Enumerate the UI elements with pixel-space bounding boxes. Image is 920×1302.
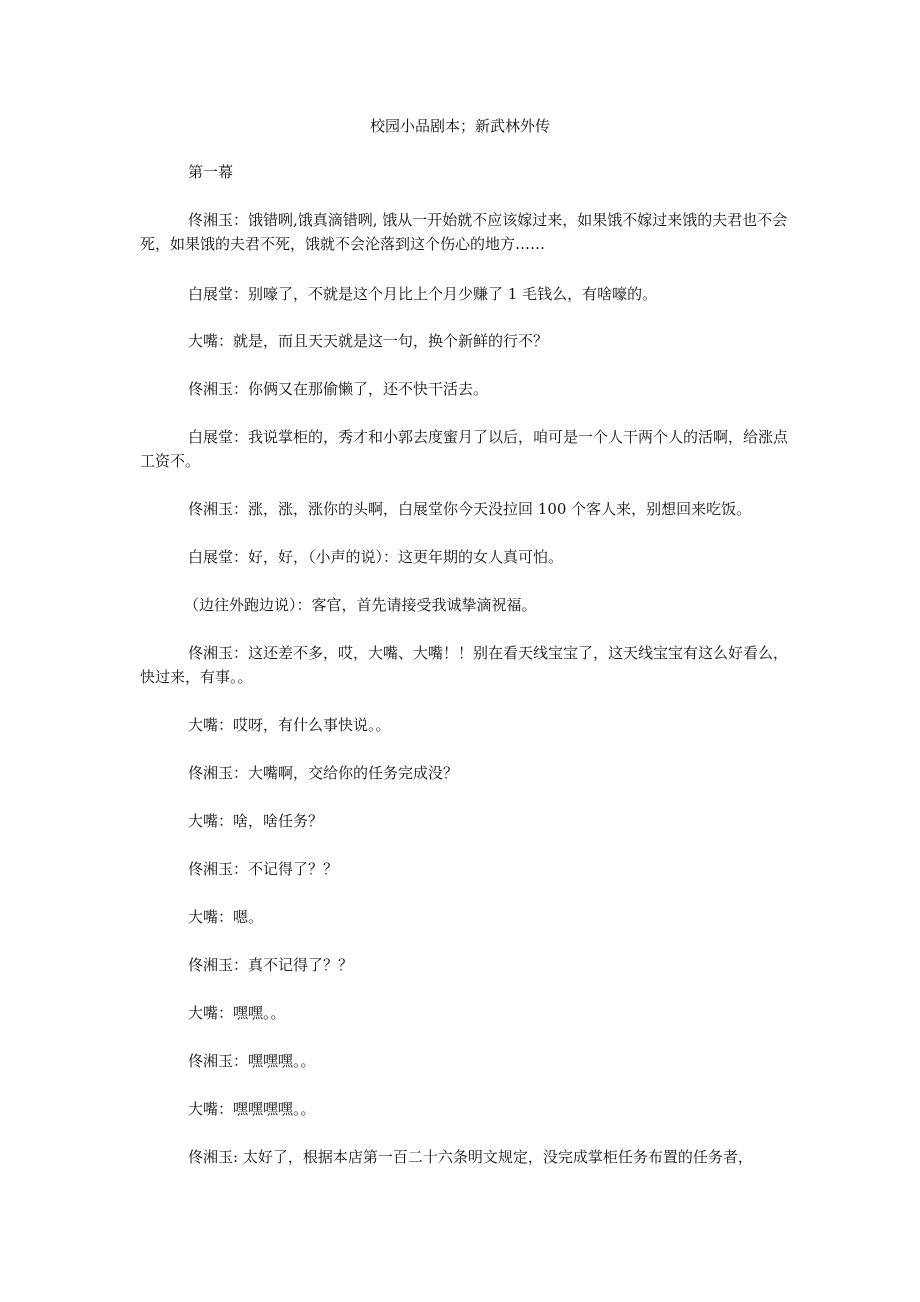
dialogue-paragraph: 大嘴：就是，而且天天就是这一句，换个新鲜的行不？: [188, 332, 549, 350]
dialogue-paragraph: 佟湘玉：大嘴啊，交给你的任务完成没？: [188, 764, 459, 782]
dialogue-paragraph: 大嘴：啥，啥任务？: [188, 812, 324, 830]
dialogue-paragraph: 大嘴：嘿嘿。。: [188, 1004, 286, 1022]
dialogue-paragraph: 佟湘玉：不记得了？？: [188, 860, 339, 878]
document-title: 校园小品剧本；新武林外传: [369, 117, 550, 135]
dialogue-paragraph: 佟湘玉：饿错咧,饿真滴错咧, 饿从一开始就不应该嫁过来，如果饿不嫁过来饿的夫君也不会死，如果饿的夫君不死，饿就不会沦落到这个伤心的地方……: [140, 211, 788, 253]
dialogue-paragraph: 佟湘玉：你俩又在那偷懒了，还不快干活去。: [188, 380, 489, 398]
scene-heading: 第一幕: [188, 163, 234, 181]
dialogue-paragraph: 白展堂：好，好，（小声的说）：这更年期的女人真可怕。: [188, 548, 564, 566]
dialogue-paragraph: 佟湘玉：嘿嘿嘿。。: [188, 1052, 316, 1070]
dialogue-paragraph: 大嘴：哎呀，有什么事快说。。: [188, 716, 391, 734]
dialogue-paragraph: 白展堂：我说掌柜的，秀才和小郭去度蜜月了以后，咱可是一个人干两个人的活啊，给涨点工资不。: [140, 428, 789, 470]
dialogue-paragraph: 佟湘玉：这还差不多，哎，大嘴、大嘴！！别在看天线宝宝了，这天线宝宝有这么好看么，快过来，有事。。: [140, 644, 789, 686]
dialogue-paragraph: 大嘴：嘿嘿嘿嘿。。: [188, 1100, 316, 1118]
dialogue-paragraph: 白展堂：别嚎了，不就是这个月比上个月少赚了 1 毛钱么，有啥嚎的。: [188, 285, 658, 303]
dialogue-paragraph: 佟湘玉: 太好了，根据本店第一百二十六条明文规定，没完成掌柜任务布置的任务者，: [188, 1148, 753, 1166]
dialogue-paragraph: 佟湘玉：涨，涨，涨你的头啊，白展堂你今天没拉回 100 个客人来，别想回来吃饭。: [188, 500, 752, 518]
dialogue-paragraph: 大嘴：嗯。: [188, 908, 264, 926]
dialogue-paragraph: 佟湘玉：真不记得了？？: [188, 956, 354, 974]
stage-direction: （边往外跑边说）：客官，首先请接受我诚挚滴祝福。: [184, 596, 537, 614]
